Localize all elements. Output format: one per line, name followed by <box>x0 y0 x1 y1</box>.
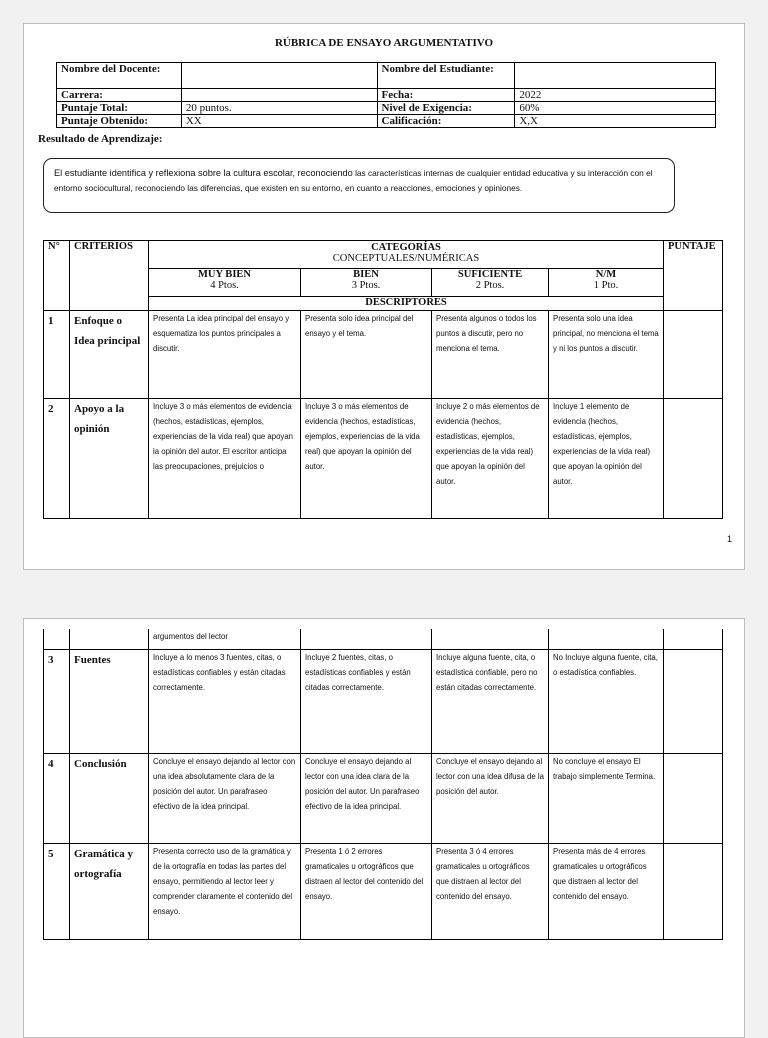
estudiante-value[interactable] <box>515 63 716 89</box>
descriptor-cell: Presenta algunos o todos los puntos a discutir, pero no menciona el tema. <box>432 311 549 399</box>
level-points: 3 Ptos. <box>351 280 381 291</box>
level-name: N/M <box>595 269 617 280</box>
row-criterio: Enfoque o Idea principal <box>70 311 149 399</box>
level-points: 4 Ptos. <box>210 280 239 291</box>
descriptor-cell: Presenta correcto uso de la gramática y de la ortografía en todas las partes del ensayo, permitiendo al lector leer y comprender claramente el contenido del ensayo. <box>149 843 301 939</box>
descriptor-cell: No concluye el ensayo El trabajo simplemente Termina. <box>549 753 664 843</box>
row-criterio: Fuentes <box>70 649 149 753</box>
level-name: BIEN <box>353 269 379 280</box>
score-cell[interactable] <box>664 753 723 843</box>
row-num: 1 <box>44 311 70 399</box>
row-criterio <box>70 629 149 649</box>
page-1 <box>23 23 745 570</box>
header-num: N° <box>44 241 70 311</box>
calificacion-label: Calificación: <box>377 115 515 128</box>
puntaje-total-label: Puntaje Total: <box>57 102 182 115</box>
header-puntaje: PUNTAJE <box>664 241 723 311</box>
descriptor-cell: Concluye el ensayo dejando al lector con una idea difusa de la posición del autor. <box>432 753 549 843</box>
descriptor-cell: Presenta solo una idea principal, no menciona el tema y ni los puntos a discutir. <box>549 311 664 399</box>
score-cell[interactable] <box>664 629 723 649</box>
descriptor-cell: argumentos del lector <box>149 629 301 649</box>
page-number: 1 <box>726 534 732 544</box>
descriptor-cell: Incluye alguna fuente, cita, o estadística confiable, pero no están citadas correctamente. <box>432 649 549 753</box>
header-criterios: CRITERIOS <box>70 241 149 311</box>
table-row <box>44 311 723 399</box>
header-descriptores: DESCRIPTORES <box>149 297 664 311</box>
level-bien <box>301 269 432 297</box>
descriptor-cell: Incluye 2 o más elementos de evidencia (hechos, estadísticas, ejemplos, experiencias de la vida real) que apoyan la opinión del autor. <box>432 399 549 519</box>
row-num: 3 <box>44 649 70 753</box>
row-criterio: Conclusión <box>70 753 149 843</box>
descriptor-cell: Incluye 3 o más elementos de evidencia (hechos, estadísticas, ejemplos, experiencias de la vida real) que apoyan la opinión del autor. El escritor anticipa las preocupaciones, prejuicios o <box>149 399 301 519</box>
descriptor-cell: Incluye 2 fuentes, citas, o estadísticas confiables y están citadas correctamente. <box>301 649 432 753</box>
score-cell[interactable] <box>664 843 723 939</box>
table-row <box>44 753 723 843</box>
rubric-table-continued <box>43 629 723 940</box>
level-nm <box>549 269 664 297</box>
fecha-value[interactable]: 2022 <box>515 89 716 102</box>
row-num <box>44 629 70 649</box>
docente-label: Nombre del Docente: <box>57 63 182 89</box>
row-criterio: Gramática y ortografía <box>70 843 149 939</box>
row-criterio: Apoyo a la opinión <box>70 399 149 519</box>
score-cell[interactable] <box>664 649 723 753</box>
table-row <box>44 649 723 753</box>
level-points: 1 Pto. <box>593 280 619 291</box>
descriptor-cell: Presenta La idea principal del ensayo y esquematiza los puntos principales a discutir. <box>149 311 301 399</box>
descriptor-cell <box>301 629 432 649</box>
table-row <box>44 629 723 649</box>
rubric-table <box>43 240 723 519</box>
descriptor-cell: Incluye 3 o más elementos de evidencia (hechos, estadísticas, ejemplos, experiencias de la vida real) que apoyan la opinión del autor. <box>301 399 432 519</box>
level-muy-bien <box>149 269 301 297</box>
page-2 <box>23 618 745 1038</box>
docente-value[interactable] <box>181 63 377 89</box>
descriptor-cell <box>549 629 664 649</box>
descriptor-cell: Presenta 3 ó 4 errores gramaticales u ortográficos que distraen al lector del contenido del ensayo. <box>432 843 549 939</box>
carrera-label: Carrera: <box>57 89 182 102</box>
resultado-text-lead: El estudiante identifica y reflexiona sobre la cultura escolar, reconociendo <box>54 168 353 178</box>
header-categorias-sub: CONCEPTUALES/NUMÉRICAS <box>332 253 480 264</box>
row-num: 5 <box>44 843 70 939</box>
fecha-label: Fecha: <box>377 89 515 102</box>
header-categorias <box>149 241 664 269</box>
row-num: 2 <box>44 399 70 519</box>
level-name: MUY BIEN <box>198 269 251 280</box>
carrera-value[interactable] <box>181 89 377 102</box>
descriptor-cell: Presenta más de 4 errores gramaticales u ortográficos que distraen al lector del contenido del ensayo. <box>549 843 664 939</box>
descriptor-cell: Concluye el ensayo dejando al lector con una idea absolutamente clara de la posición del autor. Un parafraseo efectivo de la idea principal. <box>149 753 301 843</box>
score-cell[interactable] <box>664 399 723 519</box>
puntaje-obtenido-value[interactable]: XX <box>181 115 377 128</box>
descriptor-cell: Incluye a lo menos 3 fuentes, citas, o estadísticas confiables y están citadas correctamente. <box>149 649 301 753</box>
level-points: 2 Ptos. <box>475 280 505 291</box>
table-row <box>44 399 723 519</box>
resultado-label: Resultado de Aprendizaje: <box>38 133 163 145</box>
level-suficiente <box>432 269 549 297</box>
table-row <box>44 843 723 939</box>
estudiante-label: Nombre del Estudiante: <box>377 63 515 89</box>
resultado-box <box>43 158 675 213</box>
nivel-label: Nivel de Exigencia: <box>377 102 515 115</box>
descriptor-cell: No Incluye alguna fuente, cita, o estadística confiables. <box>549 649 664 753</box>
resultado-text-rest: las características internas de cualquier entidad educativa y su interacción con el entorno sociocultural, reconociendo las diferencias, que existen en su entorno, en cuanto a reacciones, emociones y opiniones. <box>54 168 653 193</box>
document-title: RÚBRICA DE ENSAYO ARGUMENTATIVO <box>274 37 494 49</box>
calificacion-value[interactable]: X,X <box>515 115 716 128</box>
level-name: SUFICIENTE <box>457 269 523 280</box>
descriptor-cell <box>432 629 549 649</box>
row-num: 4 <box>44 753 70 843</box>
info-table <box>56 62 716 128</box>
score-cell[interactable] <box>664 311 723 399</box>
descriptor-cell: Concluye el ensayo dejando al lector con una idea clara de la posición del autor. Un parafraseo efectivo de la idea principal. <box>301 753 432 843</box>
descriptor-cell: Presenta solo idea principal del ensayo y el tema. <box>301 311 432 399</box>
puntaje-total-value[interactable]: 20 puntos. <box>181 102 377 115</box>
descriptor-cell: Presenta 1 ó 2 errores gramaticales u ortográficos que distraen al lector del contenido del ensayo. <box>301 843 432 939</box>
descriptor-cell: Incluye 1 elemento de evidencia (hechos, estadísticas, ejemplos, experiencias de la vida real) que apoyan la opinión del autor. <box>549 399 664 519</box>
puntaje-obtenido-label: Puntaje Obtenido: <box>57 115 182 128</box>
header-categorias-title: CATEGORÍAS <box>371 242 441 253</box>
nivel-value[interactable]: 60% <box>515 102 716 115</box>
